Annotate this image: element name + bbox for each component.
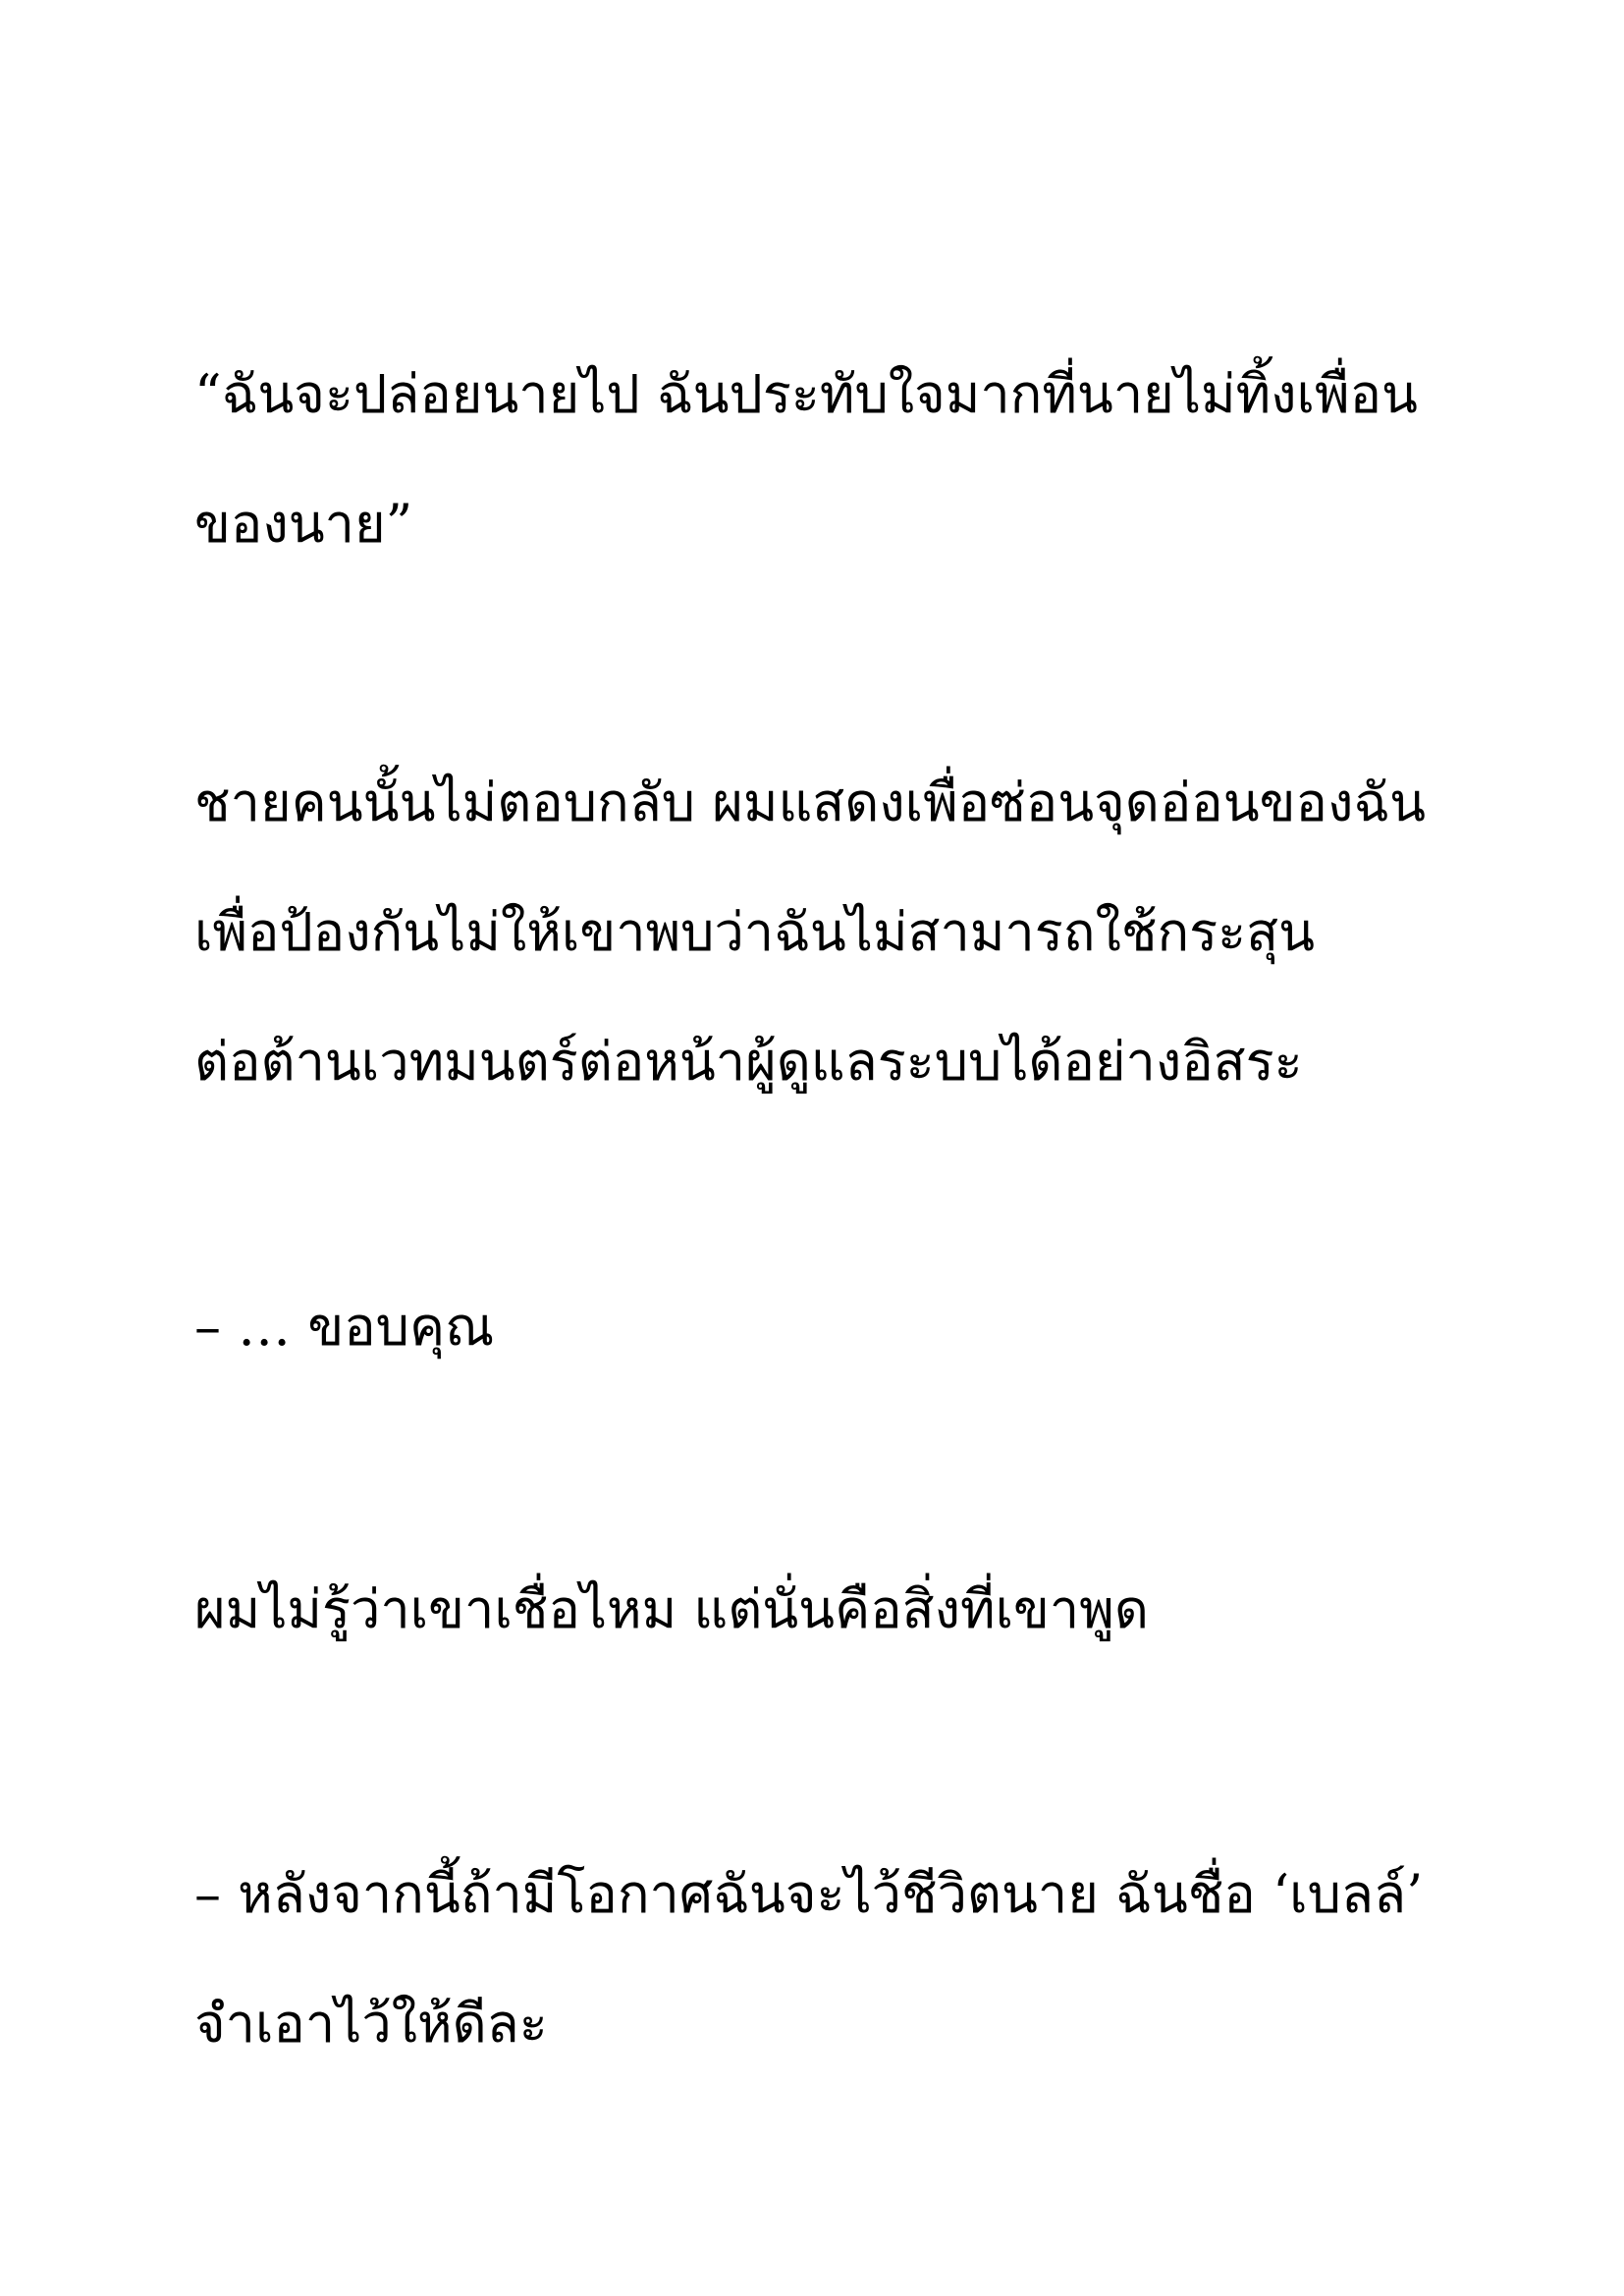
text-line: “ฉันจะปล่อยนายไป ฉันประทับใจมากที่นายไม่ทิ้งเพื่อน xyxy=(194,363,1418,425)
text-line: ผมไม่รู้ว่าเขาเชื่อไหม แต่นั่นคือสิ่งที่เขาพูด xyxy=(194,1578,1149,1640)
text-line: ต่อต้านเวทมนตร์ต่อหน้าผู้ดูแลระบบได้อย่างอิสระ xyxy=(194,1031,1303,1093)
paragraph-narration xyxy=(194,738,1471,1127)
paragraph-dialogue-release xyxy=(194,330,1471,589)
paragraph-narration-belief xyxy=(194,1545,1471,1675)
text-line: เพื่อป้องกันไม่ให้เขาพบว่าฉันไม่สามารถใช้กระสุน xyxy=(194,901,1316,963)
text-line: – … ขอบคุณ xyxy=(194,1296,495,1358)
text-line: – หลังจากนี้ถ้ามีโอกาศฉันจะไว้ชีวิตนาย ฉันชื่อ ‘เบลล์’ xyxy=(194,1863,1424,1925)
text-line: จำเอาไว้ให้ดีละ xyxy=(194,1993,548,2055)
text-line: ของนาย” xyxy=(194,493,413,555)
paragraph-dialogue-thanks xyxy=(194,1262,1471,1392)
text-line: ชายคนนั้นไม่ตอบกลับ ผมแสดงเพื่อซ่อนจุดอ่อนของฉัน xyxy=(194,772,1427,833)
paragraph-dialogue-name xyxy=(194,1830,1471,2089)
